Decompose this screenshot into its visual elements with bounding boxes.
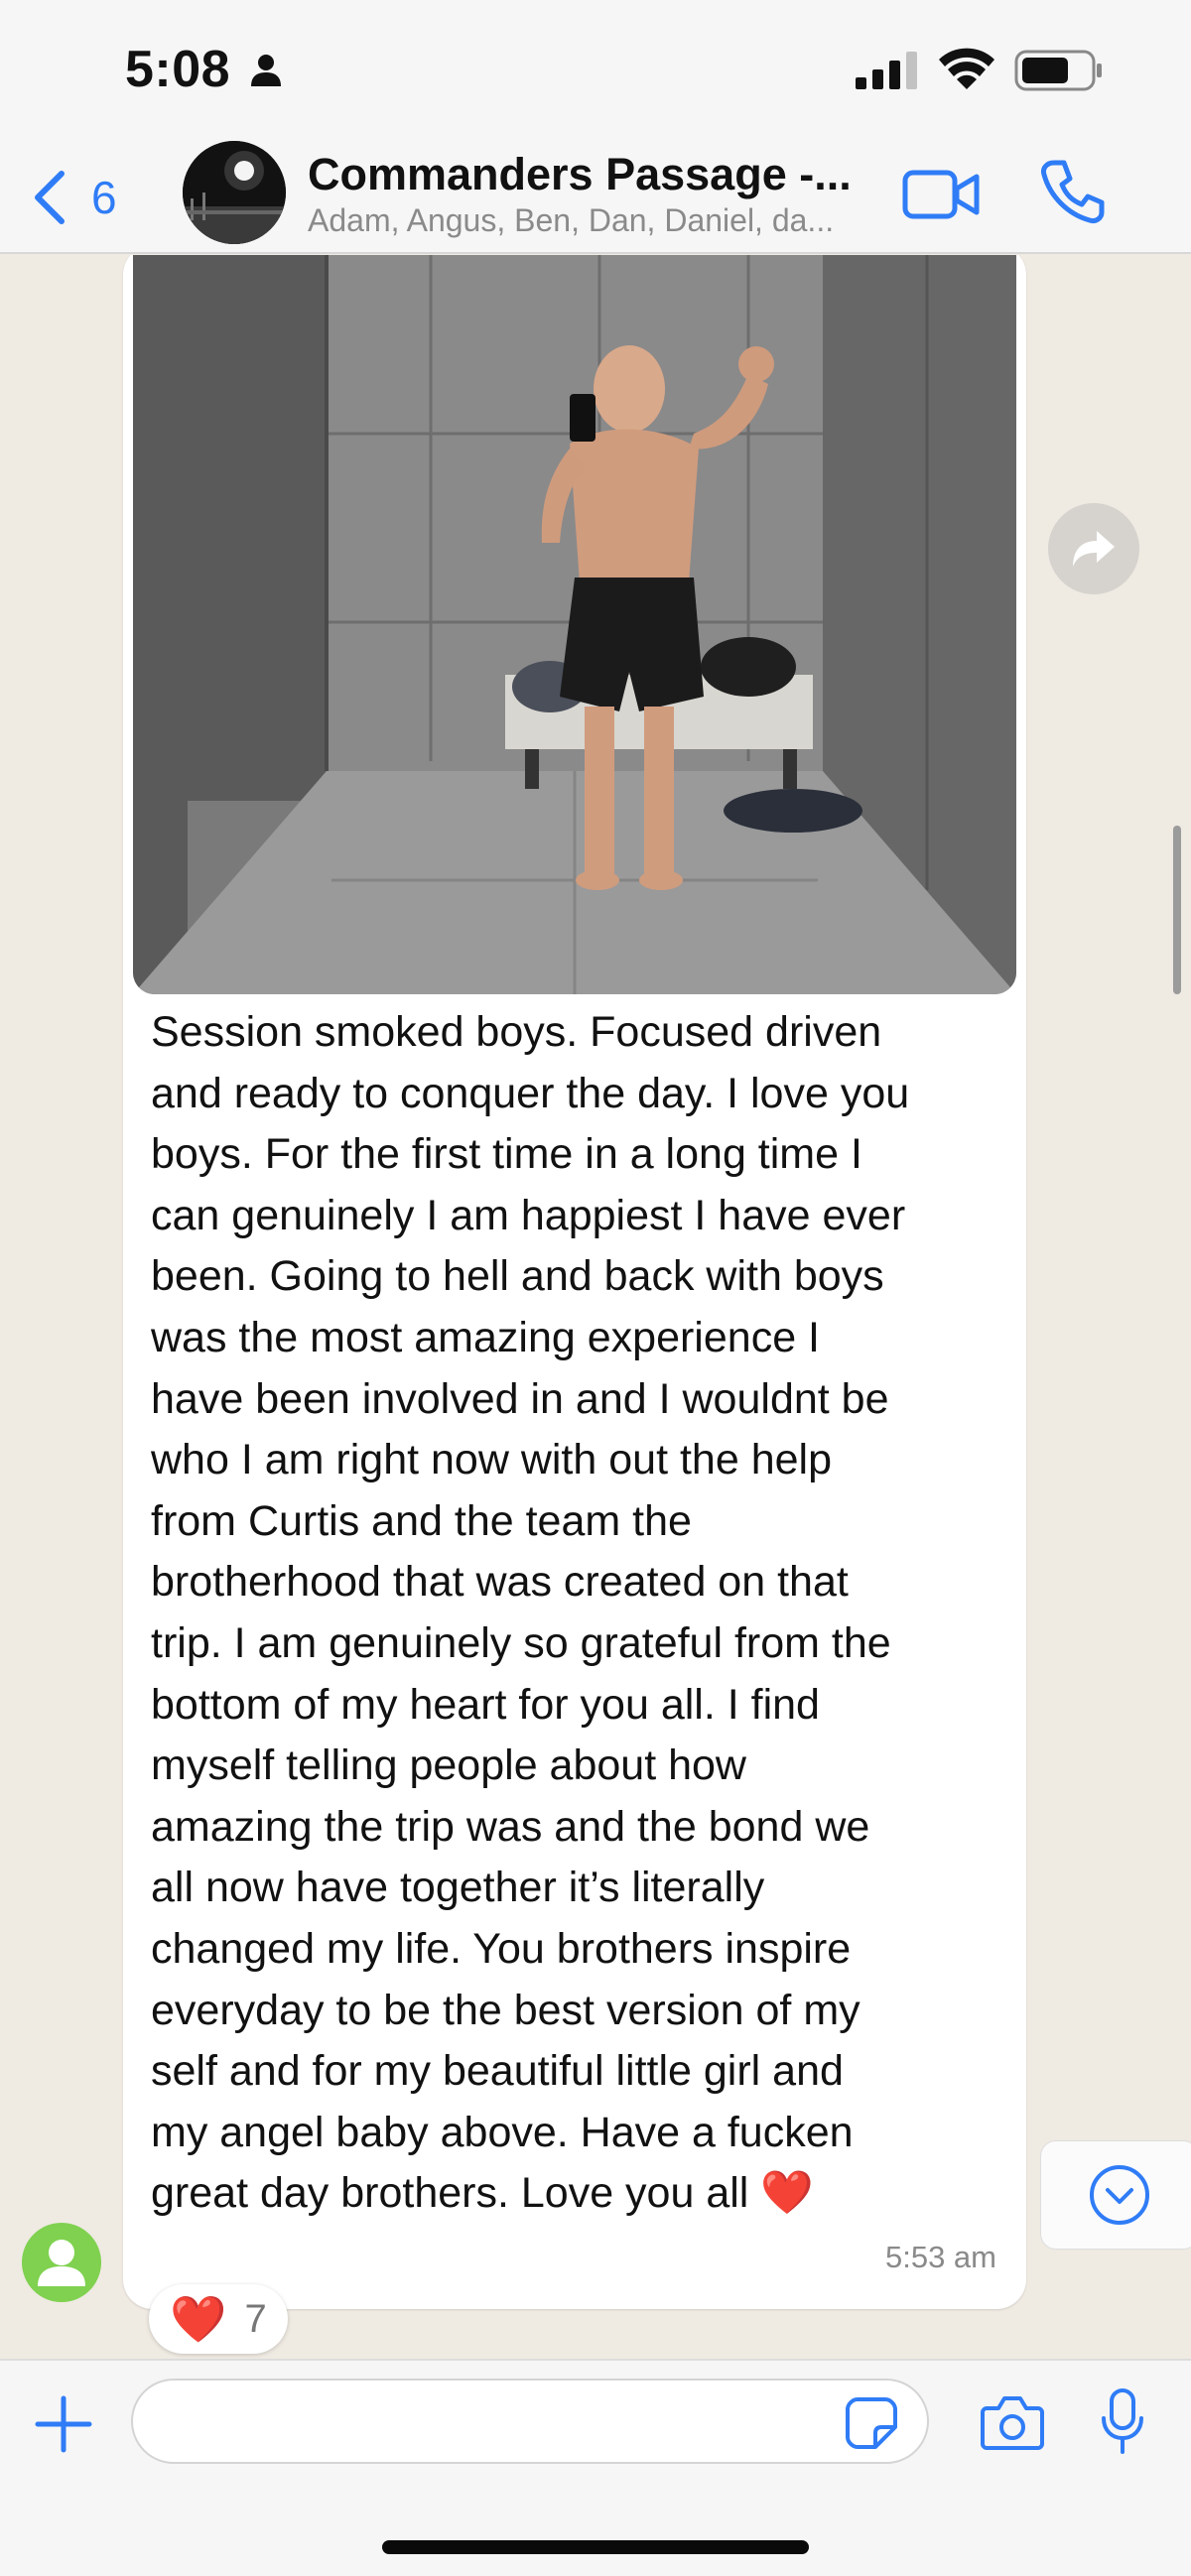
scrollbar[interactable] [1173, 826, 1181, 994]
microphone-icon[interactable] [1100, 2386, 1145, 2456]
message-text [151, 1002, 1014, 2225]
message-timestamp: 5:53 am [884, 2240, 996, 2274]
plus-icon[interactable] [34, 2394, 93, 2454]
unread-count: 6 [91, 172, 117, 223]
reaction-count: 7 [244, 2296, 267, 2341]
scroll-to-bottom-button[interactable] [1040, 2140, 1191, 2250]
status-time: 5:08 [125, 41, 231, 98]
status-bar [0, 0, 1191, 139]
sticker-icon[interactable] [844, 2395, 899, 2451]
video-call-icon[interactable] [901, 163, 981, 226]
message-bubble[interactable] [123, 255, 1026, 2309]
message-body: Session smoked boys. Focused driven and ready to conquer the day. I love you boys. For the first time in a long time I can genuinely I am happiest I have ever been. Going to hell and back with boys was the most amazing experience I have been involved in and I wouldnt be who I am right now with out the help from Curtis and the team the brotherhood that was created on that trip. I am genuinely so grateful from the bottom of my heart for you all. I find myself telling people about how amazing the trip was and the bond we all now have together it’s literally changed my life. You brothers inspire everyday to be the best version of my self and for my beautiful little girl and my angel baby above. Have a fucken great day brothers. Love you all [151, 1008, 910, 2218]
group-avatar-image [183, 141, 286, 244]
chat-members[interactable]: Adam, Angus, Ben, Dan, Daniel, da... [308, 202, 835, 238]
wifi-icon [937, 46, 996, 89]
forward-icon [1071, 529, 1117, 569]
message-input[interactable] [131, 2379, 929, 2464]
gym-selfie-image [133, 255, 1016, 994]
group-avatar[interactable] [183, 141, 286, 244]
camera-icon[interactable] [981, 2392, 1044, 2452]
chevron-down-icon [1088, 2163, 1151, 2227]
chat-area[interactable] [0, 255, 1191, 2359]
heart-emoji: ❤️ [760, 2169, 814, 2218]
battery-icon [1014, 50, 1104, 91]
chat-header [0, 139, 1191, 254]
back-button[interactable] [30, 163, 149, 232]
chat-title[interactable]: Commanders Passage -... [308, 149, 852, 199]
reaction-pill[interactable] [149, 2284, 288, 2354]
back-chevron-icon [30, 168, 69, 227]
home-indicator[interactable] [382, 2540, 809, 2554]
phone-icon[interactable] [1040, 157, 1106, 226]
sender-avatar[interactable] [22, 2223, 101, 2302]
forward-button[interactable] [1048, 503, 1139, 594]
message-photo[interactable] [133, 255, 1016, 994]
reaction-heart-emoji: ❤️ [170, 2292, 227, 2345]
person-icon [248, 52, 284, 87]
signal-icon [856, 52, 919, 89]
default-avatar-icon [22, 2223, 101, 2302]
